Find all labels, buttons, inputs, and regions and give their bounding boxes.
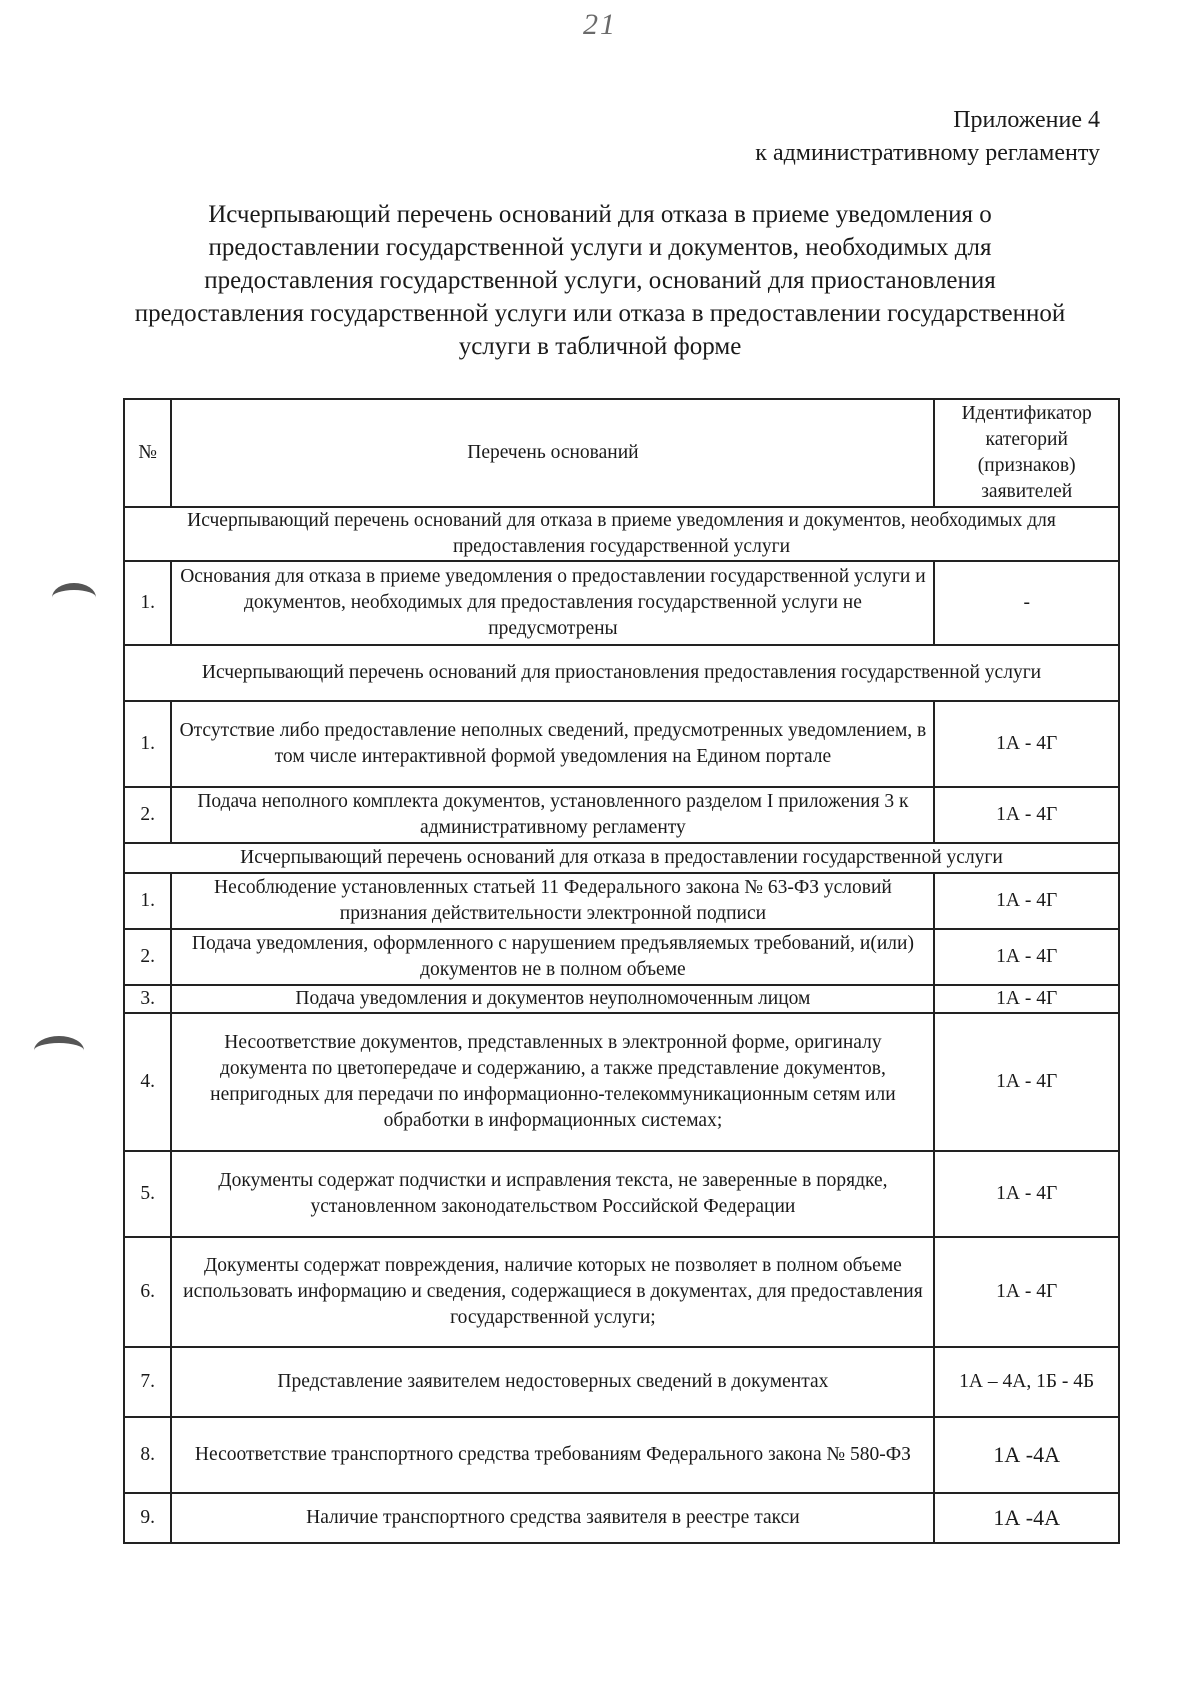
row-text: Несоответствие транспортного средства требованиям Федерального закона № 580-ФЗ	[171, 1417, 934, 1493]
row-id: 1А -4А	[934, 1493, 1119, 1543]
table-row	[124, 1013, 1119, 1151]
table-row	[124, 787, 1119, 843]
row-num: 4.	[124, 1013, 171, 1151]
table-row	[124, 985, 1119, 1013]
row-text: Подача уведомления, оформленного с нарушением предъявляемых требований, и(или) документов не в полном объеме	[171, 929, 934, 985]
row-text: Наличие транспортного средства заявителя в реестре такси	[171, 1493, 934, 1543]
row-id: 1А - 4Г	[934, 873, 1119, 929]
row-text: Несоответствие документов, представленных в электронной форме, оригиналу документа по цветопередаче и содержанию, а также представление документов, непригодных для передачи по информационно-телекоммуникационным сетям или обработки в информационных системах;	[171, 1013, 934, 1151]
table-row	[124, 1151, 1119, 1237]
section-title: Исчерпывающий перечень оснований для отказа в приеме уведомления и документов, необходимых для предоставления государственной услуги	[124, 507, 1119, 561]
row-num: 9.	[124, 1493, 171, 1543]
appendix-line-1: Приложение 4	[953, 107, 1100, 133]
row-num: 3.	[124, 985, 171, 1013]
section-title: Исчерпывающий перечень оснований для отказа в предоставлении государственной услуги	[124, 843, 1119, 873]
row-num: 1.	[124, 561, 171, 645]
row-text: Документы содержат повреждения, наличие которых не позволяет в полном объеме использовать информацию и сведения, содержащиеся в документах, для предоставления государственной услуги;	[171, 1237, 934, 1347]
table-row	[124, 1347, 1119, 1417]
row-num: 1.	[124, 873, 171, 929]
row-id: 1А - 4Г	[934, 929, 1119, 985]
appendix-line-2: к административному регламенту	[755, 140, 1100, 166]
row-num: 2.	[124, 787, 171, 843]
header-text: Перечень оснований	[171, 399, 934, 507]
binding-hole-mark	[34, 1036, 84, 1065]
row-num: 2.	[124, 929, 171, 985]
row-text: Документы содержат подчистки и исправления текста, не заверенные в порядке, установленном законодательством Российской Федерации	[171, 1151, 934, 1237]
section-title-row	[124, 507, 1119, 561]
row-num: 1.	[124, 701, 171, 787]
section-title: Исчерпывающий перечень оснований для приостановления предоставления государственной услуги	[124, 645, 1119, 701]
row-id: -	[934, 561, 1119, 645]
row-id: 1А - 4Г	[934, 1013, 1119, 1151]
row-num: 8.	[124, 1417, 171, 1493]
header-id: Идентификатор категорий (признаков) заявителей	[934, 399, 1119, 507]
header-num: №	[124, 399, 171, 507]
table-row	[124, 1417, 1119, 1493]
table-row	[124, 701, 1119, 787]
table-row	[124, 929, 1119, 985]
section-title-row	[124, 843, 1119, 873]
document-title: Исчерпывающий перечень оснований для отказа в приеме уведомления о предоставлении государственной услуги и документов, необходимых для предоставления государственной услуги, оснований для приостановления предоставления государственной услуги или отказа в предоставлении государственной услуги в табличной форме	[134, 201, 1066, 360]
appendix-note	[755, 104, 1100, 170]
row-text: Подача уведомления и документов неуполномоченным лицом	[171, 985, 934, 1013]
row-text: Отсутствие либо предоставление неполных сведений, предусмотренных уведомлением, в том числе интерактивной формой уведомления на Едином портале	[171, 701, 934, 787]
table-row	[124, 873, 1119, 929]
row-text: Подача неполного комплекта документов, установленного разделом I приложения 3 к административному регламенту	[171, 787, 934, 843]
row-id: 1А -4А	[934, 1417, 1119, 1493]
row-text: Основания для отказа в приеме уведомления о предоставлении государственной услуги и документов, необходимых для предоставления государственной услуги не предусмотрены	[171, 561, 934, 645]
row-id: 1А - 4Г	[934, 1237, 1119, 1347]
row-id: 1А - 4Г	[934, 787, 1119, 843]
table-row	[124, 1237, 1119, 1347]
binding-hole-mark	[52, 583, 96, 612]
row-id: 1А – 4А, 1Б - 4Б	[934, 1347, 1119, 1417]
row-text: Несоблюдение установленных статьей 11 Федерального закона № 63-ФЗ условий признания действительности электронной подписи	[171, 873, 934, 929]
row-text: Представление заявителем недостоверных сведений в документах	[171, 1347, 934, 1417]
row-id: 1А - 4Г	[934, 985, 1119, 1013]
row-num: 5.	[124, 1151, 171, 1237]
row-num: 7.	[124, 1347, 171, 1417]
table-header-row	[124, 399, 1119, 507]
page-number: 21	[583, 8, 617, 41]
row-id: 1А - 4Г	[934, 1151, 1119, 1237]
table-row	[124, 1493, 1119, 1543]
row-num: 6.	[124, 1237, 171, 1347]
table-row	[124, 561, 1119, 645]
row-id: 1А - 4Г	[934, 701, 1119, 787]
section-title-row	[124, 645, 1119, 701]
grounds-table	[123, 398, 1120, 1544]
